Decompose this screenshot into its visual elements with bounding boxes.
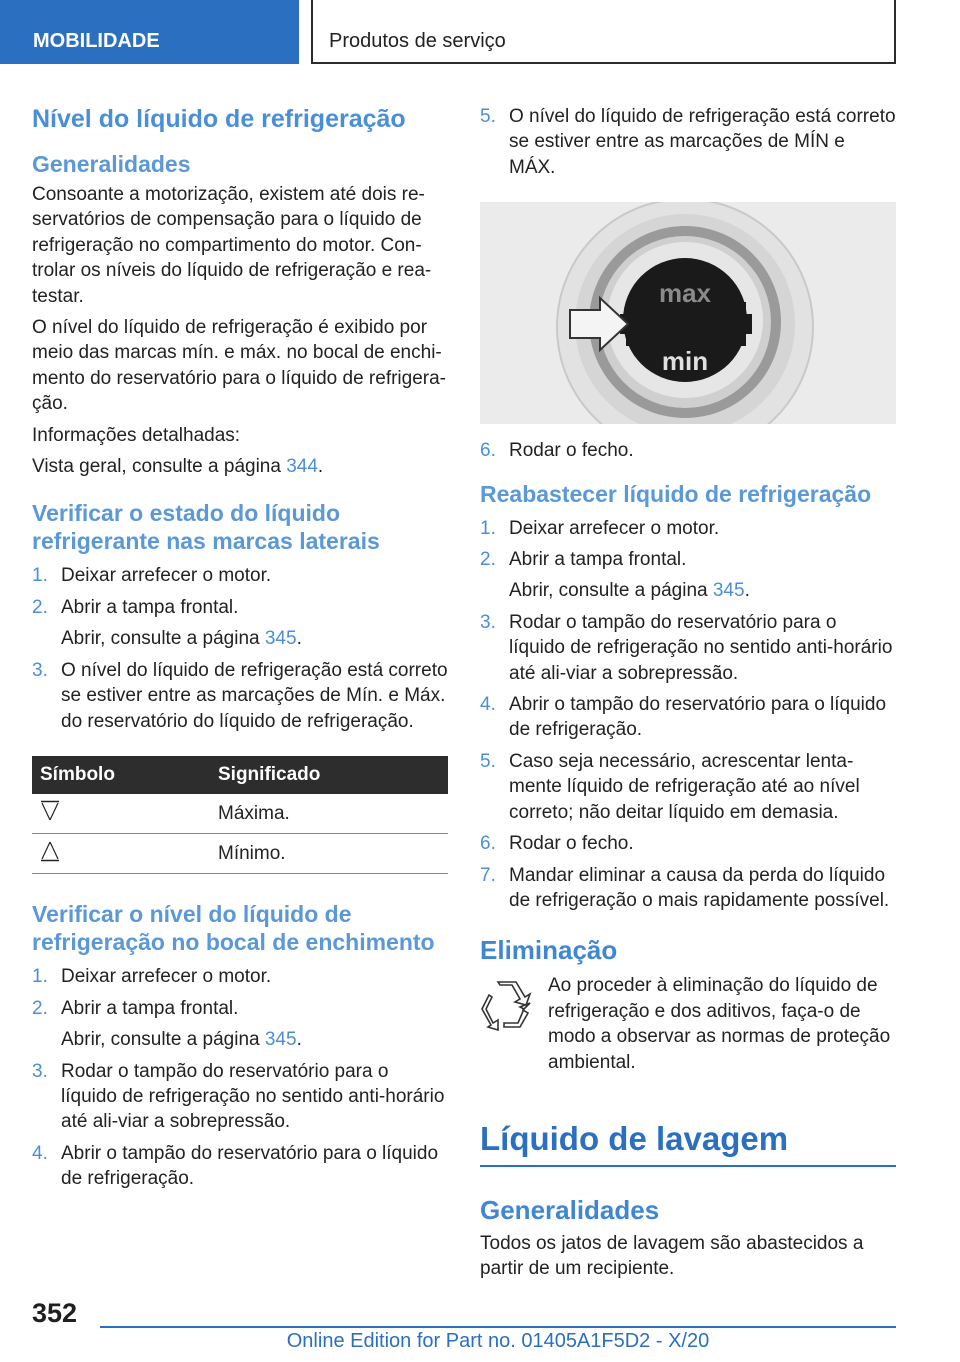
list-item	[480, 547, 896, 604]
step-page-reference	[509, 578, 896, 603]
list-item	[480, 438, 896, 463]
list-item	[480, 692, 896, 743]
step-number: 2.	[32, 997, 48, 1019]
step-number: 6.	[480, 440, 496, 462]
check-side-marks-steps	[32, 563, 448, 733]
page-link-344[interactable]: 344	[286, 456, 318, 478]
symbol-table-header	[32, 756, 448, 794]
coolant-level-figure	[480, 202, 896, 424]
list-item	[32, 563, 448, 588]
list-item	[32, 1141, 448, 1192]
step-text: Abrir a tampa frontal.	[61, 997, 239, 1019]
list-item	[480, 863, 896, 914]
reference-prefix: Abrir, consulte a página	[509, 580, 713, 602]
reference-suffix: .	[296, 628, 302, 650]
refill-steps	[480, 516, 896, 914]
step-number: 6.	[480, 833, 496, 855]
figure-max-label: max	[658, 278, 712, 309]
list-item	[32, 996, 448, 1053]
table-row	[32, 834, 448, 874]
step-text: Deixar arrefecer o motor.	[61, 966, 272, 988]
disposal-note	[480, 973, 896, 1075]
max-mark-icon	[40, 800, 60, 822]
min-meaning: Mínimo.	[210, 834, 448, 874]
check-filler-neck-steps	[32, 964, 448, 1191]
step-text: O nível do líquido de refrigeração está correto se estiver entre as marcações de Mín. e Máx. do reservatório do líquido de refrigeração.	[61, 659, 448, 732]
step-text: Rodar o tampão do reservatório para o líquido de refrigeração no sentido anti-horário até ali-viar a sobrepressão.	[61, 1060, 445, 1133]
step-text: Mandar eliminar a causa da perda do líquido de refrigeração o mais rapidamente possível.	[509, 864, 890, 911]
step-number: 4.	[32, 1142, 48, 1164]
chapter-title: Líquido de lavagem	[480, 1119, 896, 1167]
list-item	[32, 1059, 448, 1135]
symbol-col-header: Símbolo	[32, 756, 210, 794]
section-tab[interactable]: MOBILIDADE	[0, 0, 299, 64]
step-page-reference	[61, 1027, 448, 1052]
step-text: Abrir a tampa frontal.	[61, 596, 239, 618]
max-mark-cell	[32, 794, 210, 834]
check-side-marks-heading: Verificar o estado do líquido refrigerante nas marcas laterais	[32, 500, 380, 555]
step-number: 1.	[480, 517, 496, 539]
wash-general-text: Todos os jatos de lavagem são abastecidos a partir de um recipiente.	[480, 1232, 864, 1280]
table-row	[32, 794, 448, 834]
meaning-col-header: Significado	[210, 756, 448, 794]
step-number: 1.	[32, 565, 48, 587]
overview-ref-prefix: Vista geral, consulte a página	[32, 456, 287, 478]
step-number: 3.	[32, 1060, 48, 1082]
chapter-tab[interactable]: Produtos de serviço	[311, 0, 896, 64]
reference-suffix: .	[296, 1029, 302, 1051]
wash-general-heading: Generalidades	[480, 1194, 660, 1225]
step-number: 5.	[480, 750, 496, 772]
recycle-icon	[480, 979, 532, 1031]
general-paragraph-2: O nível do líquido de refrigeração é exibido por meio das marcas mín. e máx. no bocal de enchi-mento do reservatório para o líquido de refrigera-ção.	[32, 317, 447, 415]
list-item	[480, 104, 896, 180]
general-heading: Generalidades	[32, 151, 191, 177]
left-column	[32, 104, 448, 1200]
list-item	[32, 964, 448, 989]
reference-prefix: Abrir, consulte a página	[61, 628, 265, 650]
step-text: O nível do líquido de refrigeração está correto se estiver entre as marcações de MÍN e MÁX.	[509, 106, 896, 178]
page-number: 352	[32, 1298, 78, 1328]
page-link[interactable]: 345	[712, 580, 745, 602]
step-text: Caso seja necessário, acrescentar lenta-mente líquido de refrigeração até ao nível correto; não deitar líquido em demasia.	[509, 750, 860, 823]
list-item	[32, 658, 448, 734]
level-check-steps	[480, 104, 896, 180]
reference-prefix: Abrir, consulte a página	[61, 1029, 265, 1051]
step-number: 2.	[32, 596, 48, 618]
step-text: Deixar arrefecer o motor.	[61, 565, 272, 587]
disposal-heading: Eliminação	[480, 935, 618, 966]
step-text: Rodar o fecho.	[509, 833, 634, 855]
list-item	[480, 516, 896, 541]
step-text: Rodar o fecho.	[509, 440, 634, 462]
general-paragraph-1: Consoante a motorização, existem até dois re-servatórios de compensação para o líquido de refrigeração no compartimento do motor. Con-trolar os níveis do líquido de refrigeração e rea-testar.	[32, 184, 432, 307]
close-cap-steps	[480, 438, 896, 463]
section-title: Nível do líquido de refrigeração	[32, 105, 406, 133]
reference-suffix: .	[744, 580, 750, 602]
step-text: Abrir a tampa frontal.	[509, 549, 687, 571]
step-number: 4.	[480, 694, 496, 716]
step-number: 5.	[480, 106, 496, 127]
page-link[interactable]: 345	[264, 1029, 297, 1051]
list-item	[480, 749, 896, 825]
overview-ref-suffix: .	[317, 456, 324, 478]
step-number: 2.	[480, 549, 496, 571]
step-text: Rodar o tampão do reservatório para o líquido de refrigeração no sentido anti-horário até ali-viar a sobrepressão.	[509, 611, 893, 684]
step-number: 1.	[32, 966, 48, 988]
max-meaning: Máxima.	[210, 794, 448, 834]
step-number: 7.	[480, 864, 496, 886]
step-text: Abrir o tampão do reservatório para o líquido de refrigeração.	[61, 1142, 439, 1190]
refill-heading: Reabastecer líquido de refrigeração	[480, 480, 872, 507]
list-item	[32, 595, 448, 652]
edition-info: Online Edition for Part no. 01405A1F5D2 - X/20	[286, 1330, 710, 1352]
symbol-table	[32, 756, 448, 875]
step-number: 3.	[32, 659, 48, 681]
check-filler-neck-heading: Verificar o nível do líquido de refrigeração no bocal de enchimento	[32, 901, 435, 956]
min-mark-cell	[32, 834, 210, 874]
coolant-reservoir-illustration	[480, 202, 896, 424]
figure-min-label: min	[661, 346, 709, 377]
step-text: Deixar arrefecer o motor.	[509, 517, 720, 539]
general-paragraph-3: Informações detalhadas:	[32, 424, 241, 446]
right-column	[480, 104, 896, 1288]
general-paragraph-4	[32, 454, 448, 479]
min-mark-icon	[40, 840, 60, 862]
step-page-reference	[61, 626, 448, 651]
disposal-text: Ao proceder à eliminação do líquido de refrigeração e dos aditivos, faça-o de modo a observar as normas de proteção ambiental.	[548, 975, 891, 1073]
step-number: 3.	[480, 611, 496, 633]
page-link[interactable]: 345	[264, 628, 297, 650]
list-item	[480, 610, 896, 686]
step-text: Abrir o tampão do reservatório para o líquido de refrigeração.	[509, 694, 887, 741]
list-item	[480, 831, 896, 856]
footer-divider	[100, 1326, 896, 1328]
